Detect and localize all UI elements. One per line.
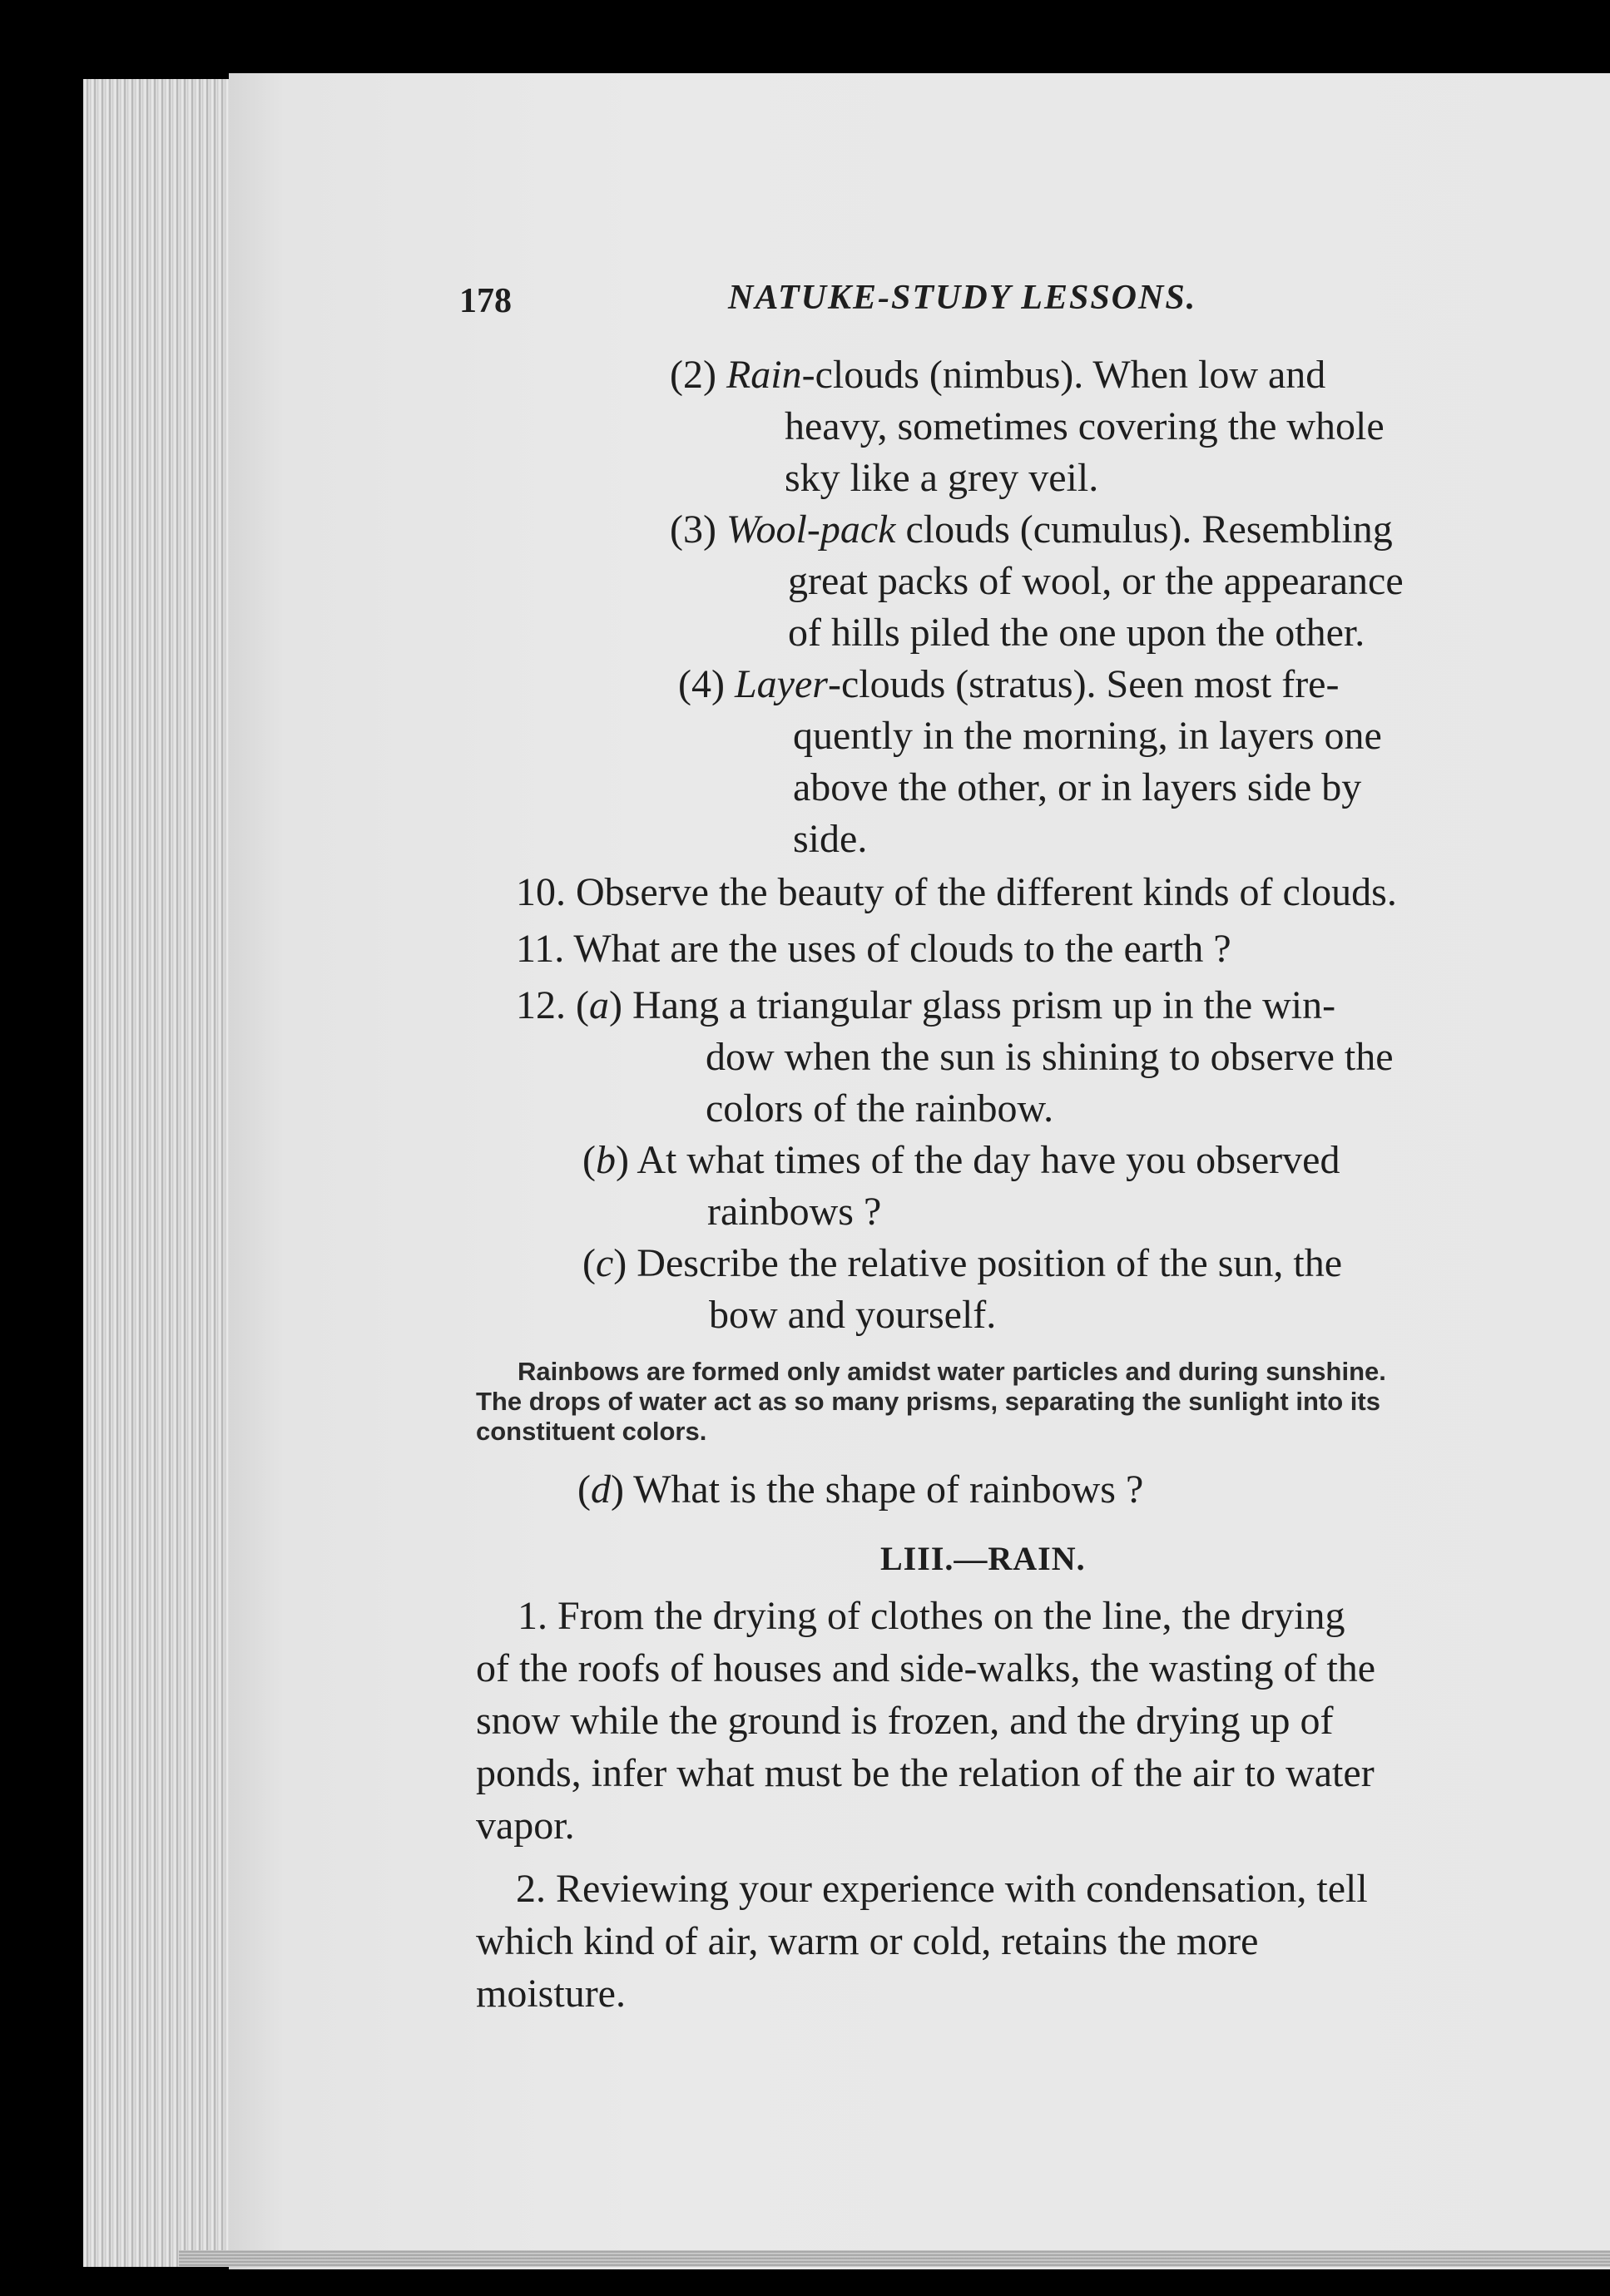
cloud-item-layer: (4) Layer-clouds (stratus). Seen most fre- — [678, 662, 1340, 706]
cloud-item-layer-line3: above the other, or in layers side by — [793, 765, 1362, 809]
page-bottom-edge — [179, 2250, 1610, 2267]
paragraph-1-line-3: snow while the ground is frozen, and the drying up of — [476, 1699, 1334, 1743]
cloud-term-rain: Rain — [726, 353, 802, 397]
note-line-1: Rainbows are formed only amidst water particles and during sunshine. — [518, 1357, 1386, 1386]
cloud-item-rain-line3: sky like a grey veil. — [785, 456, 1099, 500]
question-12c-line2: bow and yourself. — [709, 1293, 997, 1337]
paragraph-2-line-3: moisture. — [476, 1972, 626, 2016]
cloud-item-rain: (2) Rain-clouds (nimbus). When low and — [670, 353, 1326, 397]
page-stack-edges — [83, 79, 233, 2267]
question-12b-line2: rainbows ? — [707, 1190, 882, 1234]
question-10: 10. Observe the beauty of the different kinds of clouds. — [516, 870, 1397, 914]
paragraph-2-line-2: which kind of air, warm or cold, retains the more — [476, 1919, 1259, 1963]
question-12d: (d) What is the shape of rainbows ? — [577, 1467, 1144, 1512]
question-12c: (c) Describe the relative position of the sun, the — [582, 1241, 1343, 1285]
running-title: NATUKE-STUDY LESSONS. — [728, 279, 1197, 317]
section-heading: LIII.—RAIN. — [880, 1540, 1086, 1577]
paragraph-1-line-2: of the roofs of houses and side-walks, the wasting of the — [476, 1646, 1376, 1690]
question-11: 11. What are the uses of clouds to the earth ? — [516, 927, 1231, 971]
cloud-term-wool: Wool-pack — [726, 507, 896, 552]
cloud-item-wool-line3: of hills piled the one upon the other. — [788, 611, 1365, 655]
question-12b: (b) At what times of the day have you observed — [582, 1138, 1340, 1182]
note-line-3: constituent colors. — [476, 1417, 707, 1446]
paragraph-1-line-4: ponds, infer what must be the relation of the air to water — [476, 1751, 1375, 1795]
cloud-item-layer-line2: quently in the morning, in layers one — [793, 714, 1382, 758]
cloud-term-layer: Layer — [734, 662, 828, 706]
question-12a-line2: dow when the sun is shining to observe the — [706, 1035, 1394, 1079]
paragraph-1-line-1: 1. From the drying of clothes on the line, the drying — [518, 1594, 1345, 1638]
question-12a: 12. (a) Hang a triangular glass prism up in the win- — [516, 983, 1336, 1027]
page-number: 178 — [459, 282, 512, 320]
paragraph-1-line-5: vapor. — [476, 1804, 575, 1848]
question-12a-line3: colors of the rainbow. — [706, 1086, 1054, 1131]
cloud-item-wool: (3) Wool-pack clouds (cumulus). Resembling — [670, 507, 1393, 552]
note-line-2: The drops of water act as so many prisms, separating the sunlight into its — [476, 1387, 1380, 1416]
cloud-item-wool-line2: great packs of wool, or the appearance — [788, 559, 1404, 603]
cloud-item-layer-line4: side. — [793, 817, 868, 861]
cloud-item-rain-line2: heavy, sometimes covering the whole — [785, 404, 1385, 448]
paragraph-2-line-1: 2. Reviewing your experience with condensation, tell — [516, 1867, 1368, 1911]
